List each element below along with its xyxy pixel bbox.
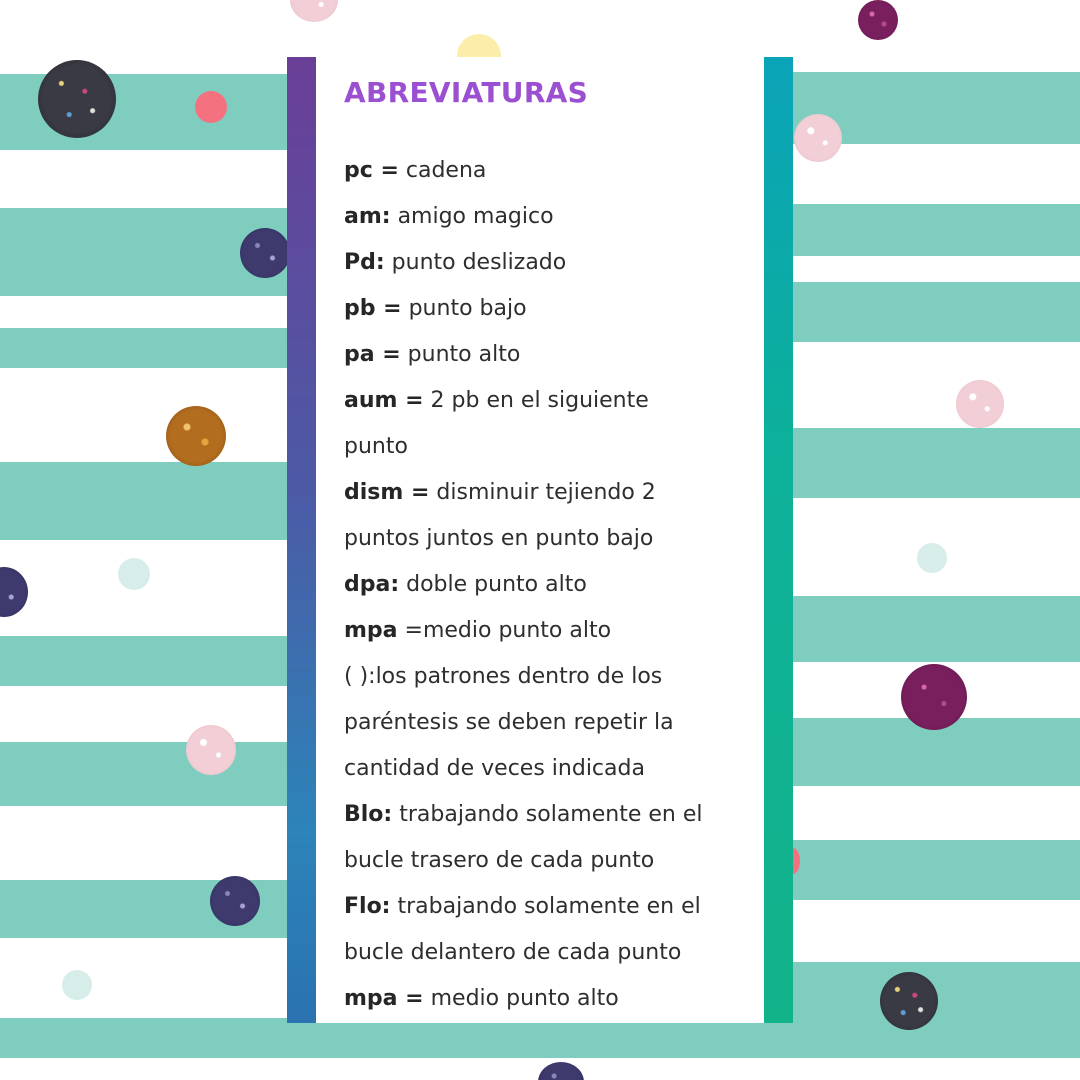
decorative-stripe <box>780 428 1080 498</box>
abbreviation-term: aum = <box>344 388 424 413</box>
right-gradient-bar <box>764 57 793 1023</box>
abbreviation-description: trabajando solamente en el <box>392 802 703 827</box>
mint-dot <box>118 558 150 590</box>
decorative-stripe <box>0 462 300 540</box>
navy-glitter-dot <box>210 876 260 926</box>
abbreviation-row <box>344 838 744 884</box>
abbreviation-term: pa = <box>344 342 401 367</box>
navy-glitter-dot <box>0 567 28 617</box>
mint-dot <box>917 543 947 573</box>
multicolor-glitter-dot <box>880 972 938 1030</box>
pink-glitter-dot <box>290 0 338 22</box>
abbreviation-row <box>344 562 744 608</box>
decorative-stripe <box>0 742 300 806</box>
mint-dot <box>62 970 92 1000</box>
abbreviation-description: bucle trasero de cada punto <box>344 848 655 873</box>
abbreviation-term: mpa = <box>344 986 424 1011</box>
abbreviations-card <box>287 57 793 1023</box>
abbreviation-row <box>344 194 744 240</box>
abbreviation-description: puntos juntos en punto bajo <box>344 526 654 551</box>
card-title: ABREVIATURAS <box>344 76 589 109</box>
decorative-stripe <box>780 204 1080 256</box>
abbreviation-description: disminuir tejiendo 2 <box>429 480 656 505</box>
navy-glitter-dot <box>240 228 290 278</box>
abbreviation-description: ( ):los patrones dentro de los <box>344 664 663 689</box>
abbreviation-description: cadena <box>398 158 487 183</box>
abbreviation-description: punto alto <box>400 342 521 367</box>
abbreviation-row <box>344 608 744 654</box>
abbreviation-term: Blo: <box>344 802 393 827</box>
decorative-stripe <box>0 328 300 368</box>
abbreviation-term: mpa <box>344 618 398 643</box>
abbreviation-description: medio punto alto <box>423 986 619 1011</box>
abbreviation-row <box>344 654 744 700</box>
abbreviation-row <box>344 148 744 194</box>
abbreviation-row <box>344 470 744 516</box>
abbreviation-row <box>344 516 744 562</box>
abbreviation-term: Pd: <box>344 250 385 275</box>
abbreviation-description: amigo magico <box>390 204 554 229</box>
abbreviation-row <box>344 746 744 792</box>
abbreviation-row <box>344 286 744 332</box>
decorative-stripe <box>0 636 300 686</box>
pink-glitter-dot <box>956 380 1004 428</box>
abbreviation-term: Flo: <box>344 894 391 919</box>
abbreviation-term: pb = <box>344 296 402 321</box>
abbreviation-description: punto <box>344 434 408 459</box>
plum-glitter-dot <box>858 0 898 40</box>
abbreviation-row <box>344 792 744 838</box>
abbreviation-description: 2 pb en el siguiente <box>423 388 649 413</box>
abbreviation-term: dism = <box>344 480 430 505</box>
abbreviation-description: doble punto alto <box>399 572 587 597</box>
abbreviation-description: =medio punto alto <box>397 618 612 643</box>
coral-dot <box>195 91 227 123</box>
decorative-stripe <box>780 840 1080 900</box>
card-content <box>344 77 744 1022</box>
gold-glitter-dot <box>166 406 226 466</box>
pink-glitter-dot <box>794 114 842 162</box>
plum-glitter-dot <box>901 664 967 730</box>
abbreviation-description: cantidad de veces indicada <box>344 756 645 781</box>
abbreviation-row <box>344 930 744 976</box>
abbreviation-row <box>344 378 744 424</box>
abbreviation-term: am: <box>344 204 391 229</box>
decorative-stripe <box>780 282 1080 342</box>
abbreviation-row <box>344 332 744 378</box>
decorative-stripe <box>780 596 1080 662</box>
abbreviation-description: punto bajo <box>401 296 527 321</box>
pink-glitter-dot <box>186 725 236 775</box>
abbreviation-description: punto deslizado <box>384 250 567 275</box>
abbreviation-row <box>344 424 744 470</box>
abbreviation-term: dpa: <box>344 572 400 597</box>
navy-glitter-dot <box>538 1062 584 1080</box>
abbreviation-row <box>344 240 744 286</box>
left-gradient-bar <box>287 57 316 1023</box>
abbreviation-row <box>344 884 744 930</box>
abbreviation-description: bucle delantero de cada punto <box>344 940 682 965</box>
abbreviation-list <box>344 148 744 1022</box>
abbreviation-row <box>344 700 744 746</box>
abbreviation-description: paréntesis se deben repetir la <box>344 710 674 735</box>
abbreviation-term: pc = <box>344 158 399 183</box>
abbreviation-description: trabajando solamente en el <box>390 894 701 919</box>
multicolor-glitter-dot <box>38 60 116 138</box>
abbreviation-row <box>344 976 744 1022</box>
